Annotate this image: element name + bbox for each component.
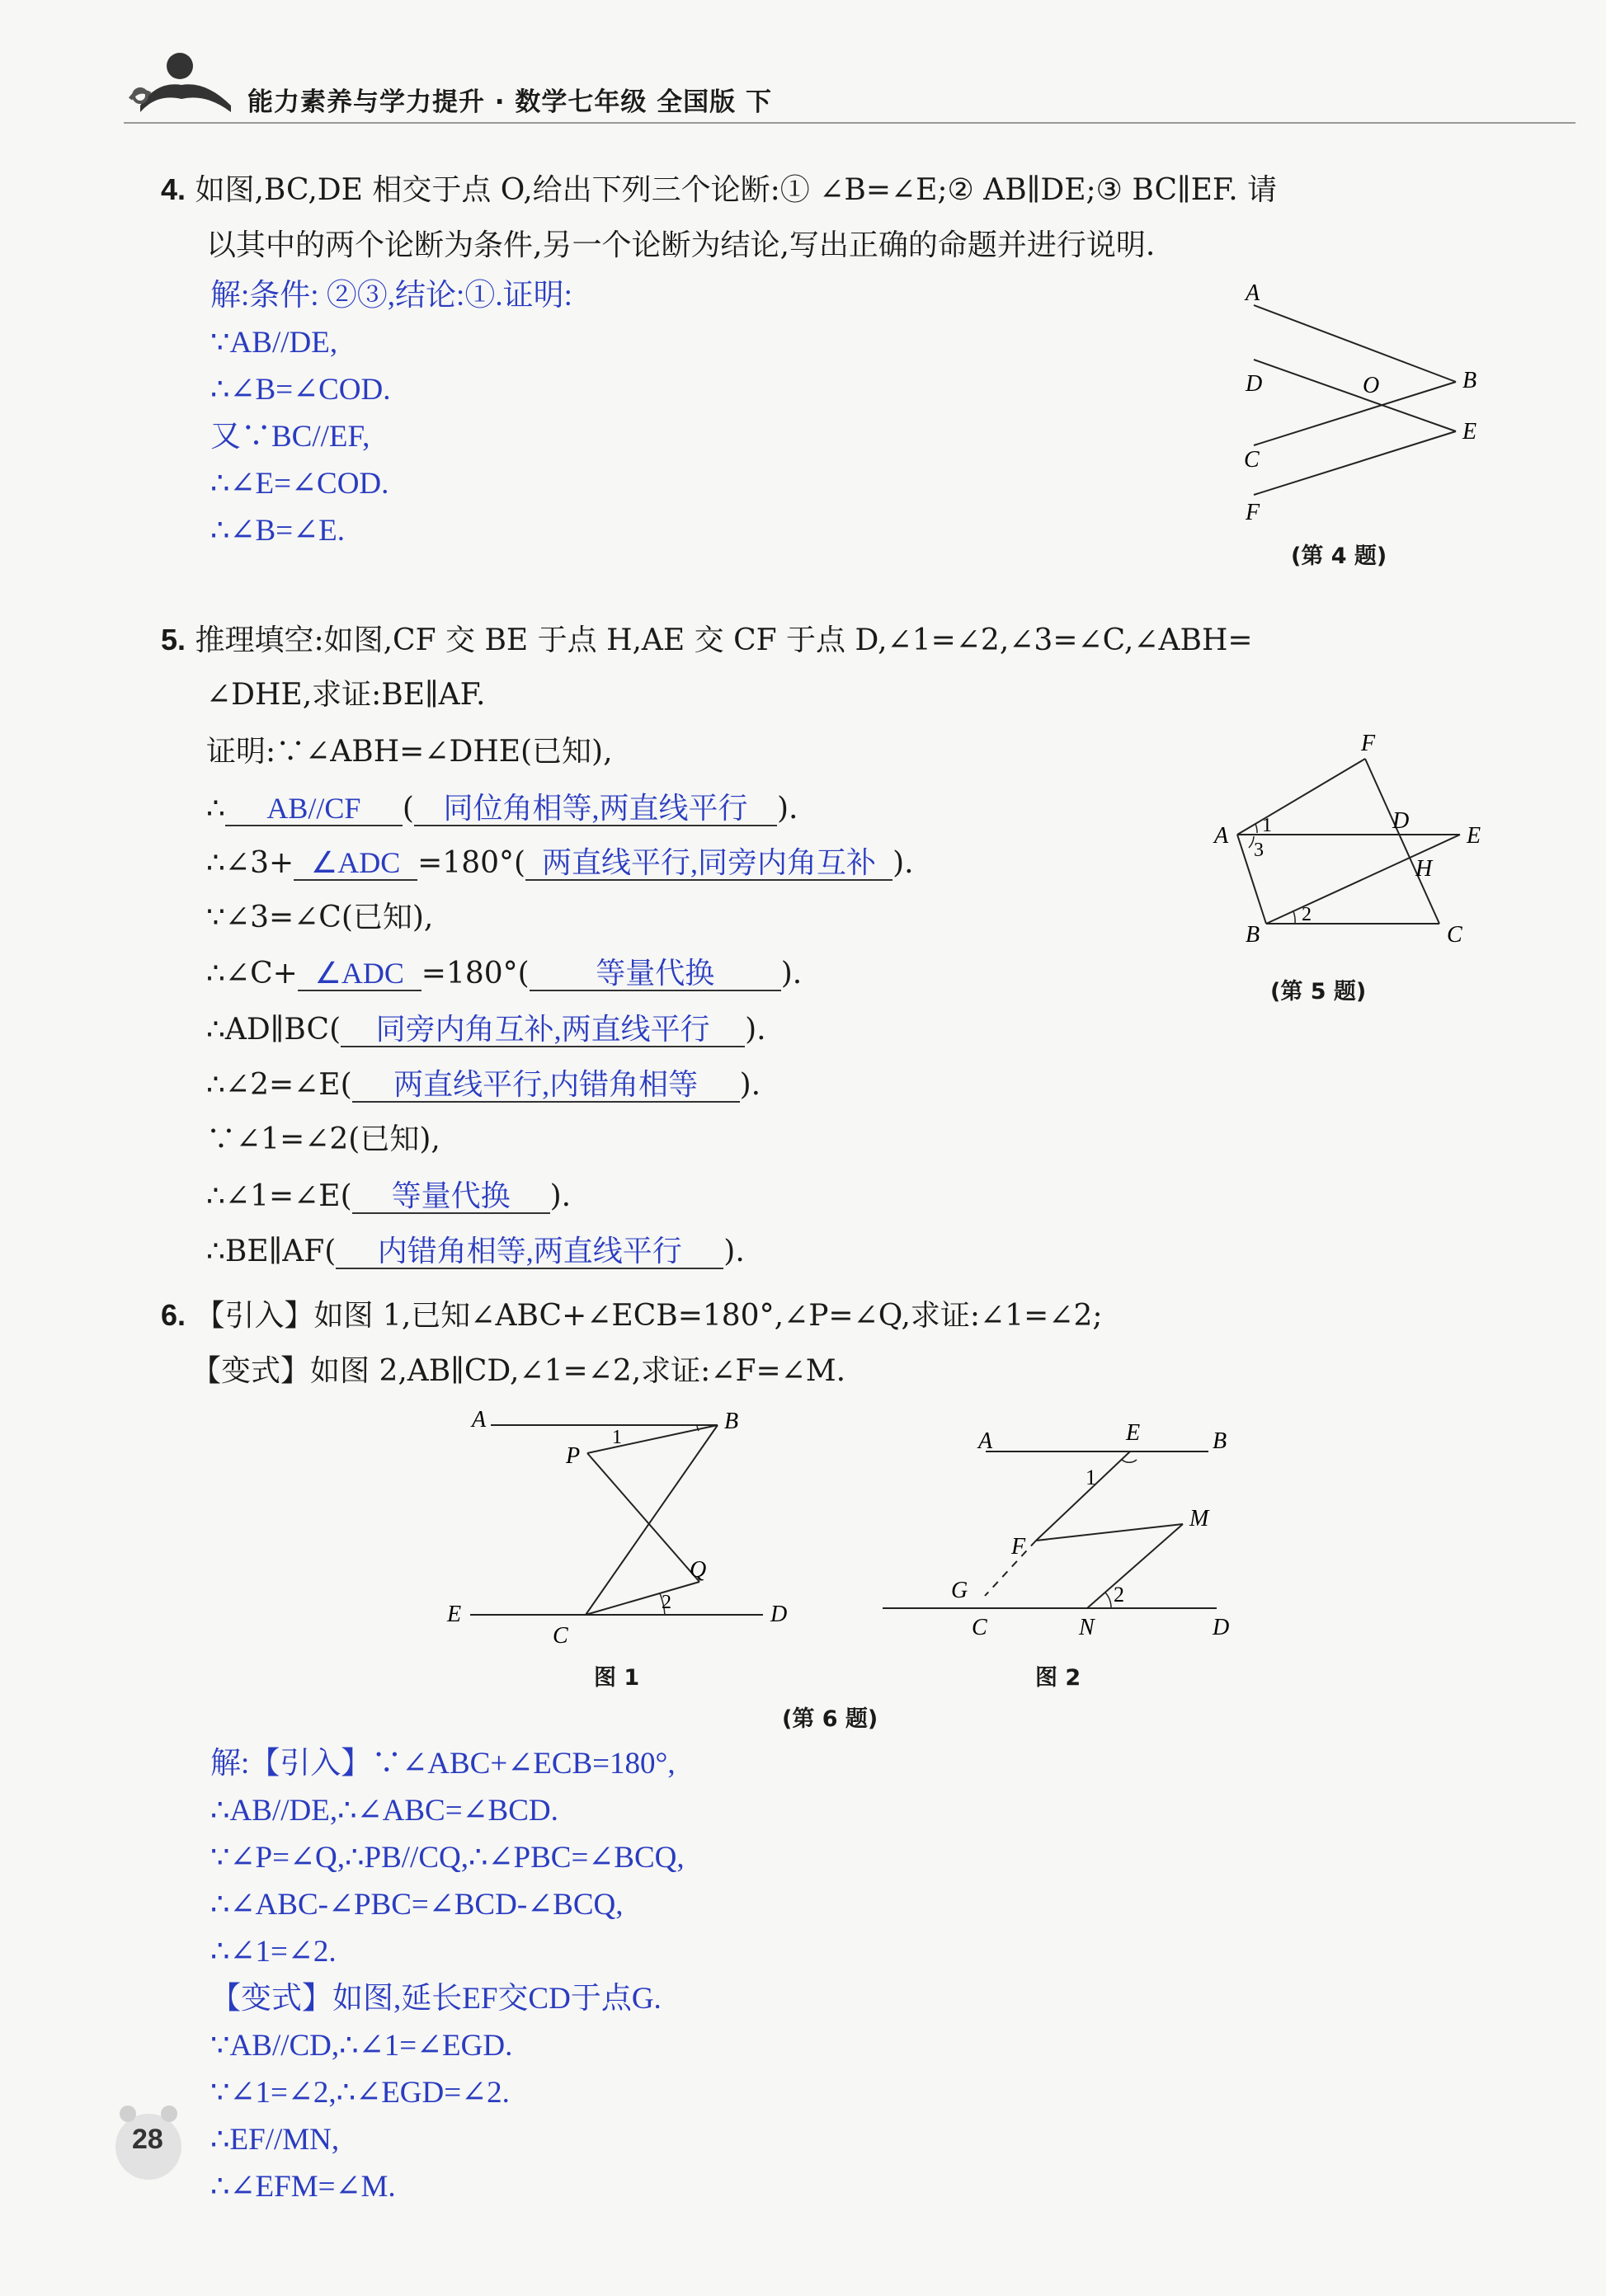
step-text: ). (549, 1179, 572, 1213)
q6-text-1: 【引入】如图 1,已知∠ABC+∠ECB=180°,∠P=∠Q,求证:∠1=∠2; (195, 1299, 1103, 1333)
step-text: ∴∠C+ (206, 957, 298, 990)
fill-blank: ∠ADC (294, 846, 417, 881)
q4-label: A (1246, 280, 1260, 306)
q4-label: D (1246, 371, 1263, 397)
fill-blank: 同旁内角互补,两直线平行 (341, 1013, 745, 1047)
step-text: ∴∠2=∠E( (206, 1068, 352, 1102)
q6-fig2-label: 1 (1086, 1466, 1096, 1489)
fill-blank: 等量代换 (530, 957, 781, 991)
step-text: ∴∠1=∠E( (206, 1179, 352, 1213)
q5-figure (1204, 726, 1518, 957)
fill-blank: ∠ADC (298, 957, 422, 991)
q6-fig1-label: 1 (612, 1427, 622, 1448)
q5-number: 5. (161, 623, 186, 656)
q6-fig1-label: E (447, 1602, 462, 1627)
q6-fig2-label: 2 (1114, 1583, 1124, 1607)
q5-step (206, 1179, 571, 1214)
q6-fig1-caption: 图 1 (594, 1665, 640, 1691)
q5-step (206, 957, 802, 991)
q5-label: F (1361, 731, 1376, 756)
fill-blank: 两直线平行,内错角相等 (352, 1068, 740, 1103)
q6-answer-line: 解:【引入】∵∠ABC+∠ECB=180°, (210, 1747, 676, 1781)
q5-line1 (161, 623, 1253, 657)
q4-label: E (1462, 419, 1477, 445)
fill-blank: 内错角相等,两直线平行 (336, 1235, 723, 1269)
q6-answer-line: ∴∠EFM=∠M. (210, 2170, 396, 2204)
q5-text-1: 推理填空:如图,CF 交 BE 于点 H,AE 交 CF 于点 D,∠1=∠2,∠3=∠C,∠ABH= (195, 623, 1253, 657)
q6-fig2-label: N (1079, 1615, 1095, 1640)
q4-answer-line: ∴∠E=∠COD. (210, 467, 389, 501)
q6-fig1-label: P (566, 1443, 581, 1469)
step-text: ∴∠3+ (206, 846, 294, 880)
q6-answer-line: 【变式】如图,延长EF交CD于点G. (210, 1982, 662, 2016)
q5-label: B (1246, 922, 1260, 948)
q6-answer-line: ∴AB//DE,∴∠ABC=∠BCD. (210, 1794, 558, 1828)
q6-fig1-label: Q (690, 1557, 707, 1583)
step-text: ∴AD∥BC( (206, 1013, 341, 1047)
header-title: 能力素养与学力提升 · 数学七年级 全国版 下 (247, 87, 772, 117)
q6-figure-1 (437, 1402, 817, 1666)
step-text: ). (892, 846, 914, 880)
q4-label: B (1462, 368, 1477, 393)
fill-blank: 同位角相等,两直线平行 (414, 792, 777, 826)
q4-label: O (1363, 373, 1380, 398)
q6-answer-line: ∴EF//MN, (210, 2123, 340, 2157)
q6-fig2-label: A (978, 1428, 993, 1454)
fill-blank: AB//CF (225, 792, 403, 826)
q4-answer-line: ∴∠B=∠COD. (210, 373, 391, 407)
q5-step (206, 1235, 745, 1269)
q4-answer-line: ∴∠B=∠E. (210, 514, 345, 548)
q6-fig2-label: M (1189, 1506, 1209, 1531)
q6-caption: (第 6 题) (782, 1706, 878, 1732)
fill-blank: 两直线平行,同旁内角互补 (525, 846, 892, 881)
q6-answer-line: ∴∠ABC-∠PBC=∠BCD-∠BCQ, (210, 1888, 624, 1922)
header-divider (124, 122, 1575, 124)
q6-answer-line: ∴∠1=∠2. (210, 1935, 337, 1969)
q4-answer (210, 272, 572, 554)
q6-fig1-label: D (770, 1602, 788, 1627)
q4-answer-line: ∵AB//DE, (210, 326, 338, 360)
q5-label: H (1415, 856, 1433, 882)
book-reader-logo-icon (124, 48, 239, 122)
q6-fig1-label: A (472, 1407, 487, 1433)
q5-label: D (1392, 808, 1410, 834)
q6-answer-line: ∵AB//CD,∴∠1=∠EGD. (210, 2029, 513, 2063)
q6-fig1-label: B (724, 1409, 739, 1434)
step-text: ∴ (206, 792, 225, 826)
q5-step: 证明:∵∠ABH=∠DHE(已知), (206, 735, 613, 769)
q5-text-2: ∠DHE,求证:BE∥AF. (206, 678, 486, 712)
q4-label: C (1244, 447, 1260, 473)
step-text: ). (780, 957, 803, 990)
q4-text-2: 以其中的两个论断为条件,另一个论断为结论,写出正确的命题并进行说明. (206, 228, 1156, 262)
q5-step (206, 1013, 766, 1047)
page-number: 28 (132, 2124, 163, 2155)
q4-caption: (第 4 题) (1291, 543, 1387, 569)
q6-fig1-label: C (553, 1623, 568, 1649)
q6-answer-line: ∵∠1=∠2,∴∠EGD=∠2. (210, 2076, 510, 2110)
q6-fig2-label: F (1011, 1534, 1026, 1560)
step-text: ( (402, 792, 414, 826)
q5-step (206, 846, 914, 881)
q4-label: F (1246, 500, 1260, 525)
q6-fig2-label: G (951, 1578, 968, 1603)
q5-caption: (第 5 题) (1270, 979, 1367, 1004)
step-text: =180°( (417, 846, 526, 880)
q6-answer-line: ∵∠P=∠Q,∴PB//CQ,∴∠PBC=∠BCQ, (210, 1841, 685, 1875)
q6-line1 (161, 1299, 1102, 1333)
q5-step (206, 1068, 761, 1103)
q6-fig1-label: 2 (662, 1592, 671, 1613)
q5-label: C (1447, 922, 1462, 948)
q6-fig2-label: D (1213, 1615, 1230, 1640)
q5-step: ∵∠3=∠C(已知), (206, 901, 434, 934)
step-text: ). (723, 1235, 745, 1268)
q5-label: 3 (1254, 840, 1264, 861)
q6-figure-2 (874, 1402, 1254, 1666)
step-text: ∴BE∥AF( (206, 1235, 337, 1268)
q6-answer (210, 1740, 685, 2210)
q6-text-2: 【变式】如图 2,AB∥CD,∠1=∠2,求证:∠F=∠M. (191, 1354, 846, 1388)
q4-number: 4. (161, 172, 186, 206)
q4-text-1: 如图,BC,DE 相交于点 O,给出下列三个论断:① ∠B=∠E;② AB∥DE;③ BC∥EF. 请 (195, 173, 1278, 207)
q4-figure (1221, 272, 1493, 536)
q5-label: 2 (1302, 904, 1312, 925)
q4-answer-line: 解:条件: ②③,结论:①.证明: (210, 279, 572, 313)
q5-step (206, 792, 798, 826)
q6-fig2-label: C (972, 1615, 987, 1640)
step-text: =180°( (421, 957, 530, 990)
step-text: ). (739, 1068, 761, 1102)
q6-fig2-caption: 图 2 (1035, 1665, 1081, 1691)
step-text: ). (776, 792, 798, 826)
q4-line1 (161, 173, 1277, 207)
q5-step: ∵∠1=∠2(已知), (206, 1122, 440, 1156)
q5-label: 1 (1262, 815, 1272, 836)
fill-blank: 等量代换 (352, 1179, 550, 1214)
q5-label: E (1467, 823, 1481, 849)
step-text: ). (745, 1013, 766, 1047)
q5-label: A (1214, 823, 1229, 849)
q6-fig2-label: E (1126, 1420, 1141, 1446)
q4-answer-line: 又∵BC//EF, (210, 420, 370, 454)
q6-fig2-label: B (1213, 1428, 1227, 1454)
q6-number: 6. (161, 1298, 186, 1332)
